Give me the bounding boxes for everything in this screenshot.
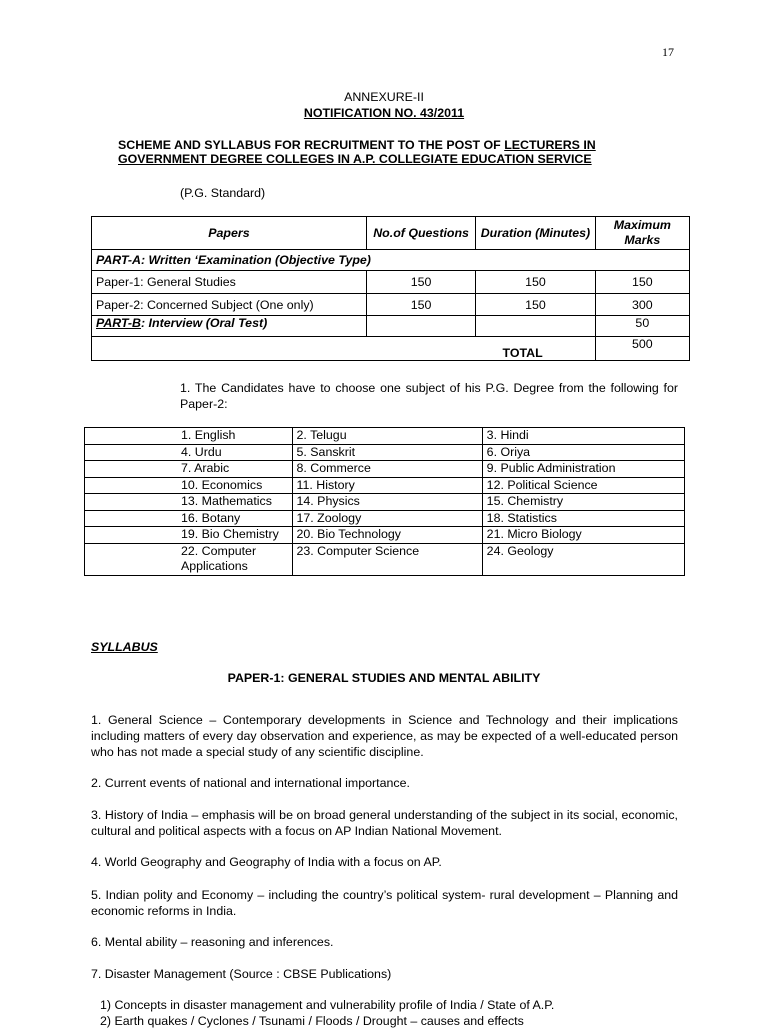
paragraph-polity: 5. Indian polity and Economy – including the country’s political system- rural development – Planning and economic reforms in India. <box>91 888 678 918</box>
candidates-note: 1. The Candidates have to choose one subject of his P.G. Degree from the following for Paper-2: <box>180 381 678 411</box>
total-label: TOTAL <box>92 337 596 361</box>
subject-name: 3. Hindi <box>486 428 529 442</box>
scheme-title-underlined: LECTURERS IN <box>504 138 596 152</box>
subject-name: 19. Bio Chemistry <box>181 527 279 541</box>
subject-name: 20. Bio Technology <box>296 527 401 541</box>
scheme-title-prefix: SCHEME AND SYLLABUS FOR RECRUITMENT TO THE POST OF <box>118 138 505 152</box>
subject-row <box>85 543 685 575</box>
subject-cell <box>85 477 293 494</box>
paper-duration: 150 <box>476 271 595 294</box>
part-a-row <box>92 250 690 271</box>
part-b-empty <box>366 316 475 337</box>
paragraph-geography: 4. World Geography and Geography of India with a focus on AP. <box>91 855 442 869</box>
subject-name: 1. English <box>181 428 236 442</box>
scheme-table <box>91 216 690 361</box>
subject-cell <box>482 461 684 478</box>
subject-cell <box>482 527 684 544</box>
standard-label: (P.G. Standard) <box>180 186 266 200</box>
paragraph-history: 3. History of India – emphasis will be on broad general understanding of the subject in its social, economic, cultural and political aspects with a focus on AP Indian National Movement. <box>91 808 678 838</box>
subject-cell <box>482 477 684 494</box>
subject-name: 6. Oriya <box>486 444 531 459</box>
subject-cell <box>292 494 482 511</box>
subject-cell <box>482 428 684 445</box>
subject-name: 9. Public Administration <box>486 461 616 475</box>
part-b-prefix: PART-B <box>96 316 141 330</box>
part-a-label: PART-A: Written ‘Examination (Objective Type) <box>92 250 690 271</box>
subject-cell <box>292 461 482 478</box>
subject-name: 16. Botany <box>181 510 241 525</box>
scheme-table-header <box>92 217 690 250</box>
subject-cell <box>482 510 684 527</box>
part-b-marks: 50 <box>595 316 689 337</box>
subject-cell <box>482 444 684 461</box>
subject-cell <box>292 477 482 494</box>
disaster-item: 2) Earth quakes / Cyclones / Tsunami / Floods / Drought – causes and effects <box>100 1014 524 1028</box>
part-b-label <box>92 316 367 337</box>
part-b-row <box>92 316 690 337</box>
subject-name: 4. Urdu <box>181 444 222 459</box>
paragraph-disaster-management: 7. Disaster Management (Source : CBSE Publications) <box>91 967 392 981</box>
subject-name: 5. Sanskrit <box>296 444 356 459</box>
subject-row <box>85 527 685 544</box>
subjects-table <box>84 427 685 576</box>
part-b-empty <box>476 316 595 337</box>
subject-name: 24. Geology <box>486 543 554 558</box>
paper-marks: 150 <box>595 271 689 294</box>
table-row <box>92 294 690 316</box>
paper-questions: 150 <box>366 294 475 316</box>
subject-name: 12. Political Science <box>486 477 598 492</box>
paper-questions: 150 <box>366 271 475 294</box>
paragraph-general-science: 1. General Science – Contemporary developments in Science and Technology and their implications including matters of every day observation and experience, as may be expected of a well-educated person who has not made a special study of any scientific discipline. <box>91 713 678 759</box>
paper-marks: 300 <box>595 294 689 316</box>
subject-cell <box>292 428 482 445</box>
scheme-title <box>118 138 658 166</box>
annexure-label: ANNEXURE-II <box>344 90 424 104</box>
subject-cell <box>85 543 293 575</box>
subject-cell <box>292 444 482 461</box>
syllabus-heading: SYLLABUS <box>91 640 158 654</box>
page-number: 17 <box>662 45 674 59</box>
subject-name: 18. Statistics <box>486 510 557 525</box>
header-questions: No.of Questions <box>366 217 475 250</box>
subject-name: 17. Zoology <box>296 510 362 525</box>
subject-name: 23. Computer Science <box>296 543 420 558</box>
subject-cell <box>85 510 293 527</box>
paper-name: Paper-1: General Studies <box>92 271 367 294</box>
subject-row <box>85 461 685 478</box>
subject-cell <box>85 428 293 445</box>
subject-name: 2. Telugu <box>296 428 347 442</box>
subject-name: 10. Economics <box>181 477 263 492</box>
total-row <box>92 337 690 361</box>
paragraph-current-events: 2. Current events of national and international importance. <box>91 776 410 790</box>
subject-row <box>85 444 685 461</box>
header-duration: Duration (Minutes) <box>476 217 595 250</box>
subject-cell <box>292 527 482 544</box>
subject-row <box>85 494 685 511</box>
scheme-title-line2: GOVERNMENT DEGREE COLLEGES IN A.P. COLLEGIATE EDUCATION SERVICE <box>118 152 592 166</box>
subject-name: 21. Micro Biology <box>486 527 582 541</box>
subject-name: 8. Commerce <box>296 461 371 475</box>
header-marks: Maximum Marks <box>595 217 689 250</box>
subject-cell <box>85 494 293 511</box>
subject-name: 15. Chemistry <box>486 494 564 508</box>
paper1-heading: PAPER-1: GENERAL STUDIES AND MENTAL ABILITY <box>227 671 541 685</box>
subject-name: 7. Arabic <box>181 461 230 475</box>
paragraph-mental-ability: 6. Mental ability – reasoning and inferences. <box>91 935 334 949</box>
subject-row <box>85 510 685 527</box>
part-b-rest: : Interview (Oral Test) <box>140 316 268 330</box>
subject-cell <box>85 461 293 478</box>
subject-cell <box>482 543 684 575</box>
notification-number: NOTIFICATION NO. 43/2011 <box>303 106 465 120</box>
subject-cell <box>292 510 482 527</box>
subject-cell <box>85 444 293 461</box>
subject-cell <box>292 543 482 575</box>
subject-name: 13. Mathematics <box>181 494 272 508</box>
subject-name: 22. Computer Applications <box>181 543 257 573</box>
subject-name: 14. Physics <box>296 494 360 508</box>
subject-row <box>85 428 685 445</box>
subject-row <box>85 477 685 494</box>
table-row <box>92 271 690 294</box>
paper-duration: 150 <box>476 294 595 316</box>
header-papers: Papers <box>92 217 367 250</box>
total-marks: 500 <box>595 337 689 361</box>
disaster-item: 1) Concepts in disaster management and vulnerability profile of India / State of A.P. <box>100 998 555 1012</box>
paper-name: Paper-2: Concerned Subject (One only) <box>92 294 367 316</box>
subject-name: 11. History <box>296 477 355 492</box>
subject-cell <box>85 527 293 544</box>
subject-cell <box>482 494 684 511</box>
